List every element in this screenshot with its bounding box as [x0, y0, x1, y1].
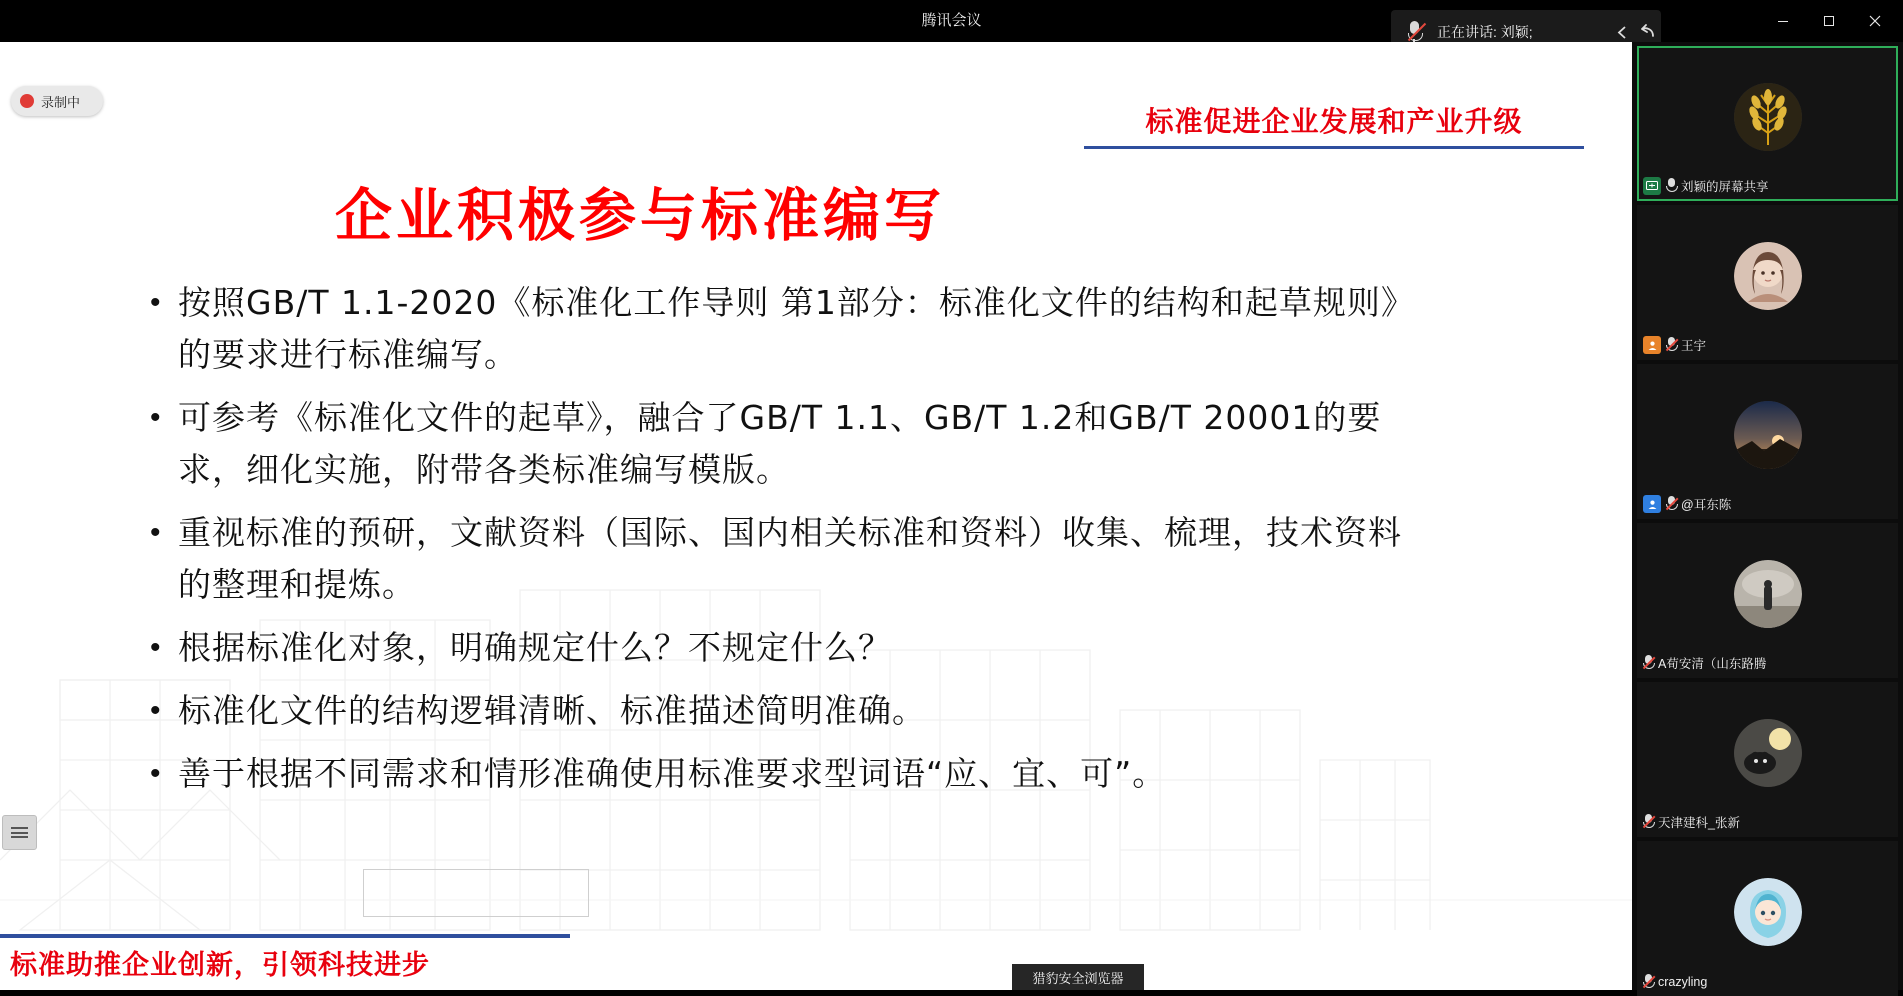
- participant-tile-wangyu[interactable]: [1637, 205, 1898, 360]
- bullet-marker: •: [150, 516, 161, 549]
- list-item: [150, 622, 1410, 674]
- avatar: [1734, 83, 1802, 151]
- avatar: [1734, 401, 1802, 469]
- slide-header-rule: [1084, 146, 1584, 149]
- participant-name-row: [1643, 495, 1731, 513]
- mic-muted-icon: [1666, 337, 1676, 353]
- avatar: [1734, 242, 1802, 310]
- maximize-icon: [1823, 15, 1835, 27]
- person-icon: [1643, 495, 1661, 513]
- slide-header-right: [1084, 100, 1584, 149]
- participant-tile-zhangxin[interactable]: [1637, 682, 1898, 837]
- slide-footer-rule: [0, 934, 570, 938]
- participant-name-row: [1643, 336, 1706, 354]
- slide-footer-text: 标准助推企业创新，引领科技进步: [10, 950, 430, 981]
- mic-on-icon: [1666, 178, 1676, 194]
- taskbar-tooltip: 猎豹安全浏览器: [1012, 964, 1144, 990]
- participant-name-row: [1643, 654, 1766, 672]
- participant-tile-xunanqing[interactable]: [1637, 523, 1898, 678]
- avatar: [1734, 560, 1802, 628]
- close-button[interactable]: [1853, 0, 1897, 42]
- list-item: [150, 392, 1410, 496]
- mic-muted-icon: [1643, 655, 1653, 671]
- bullet-marker: •: [150, 757, 161, 790]
- participant-name-row: [1643, 813, 1740, 831]
- bullet-marker: •: [150, 631, 161, 664]
- window-controls: [1761, 0, 1897, 42]
- app-title: 腾讯会议: [921, 12, 982, 29]
- participant-tile-crazyling[interactable]: [1637, 841, 1898, 996]
- participant-tile-screen-share[interactable]: [1637, 46, 1898, 201]
- close-icon: [1869, 15, 1881, 27]
- participant-name: 王宇: [1681, 339, 1707, 353]
- notes-icon: [11, 825, 28, 841]
- bullet-text: 重视标准的预研，文献资料（国际、国内相关标准和资料）收集、梳理，技术资料的整理和提炼。: [178, 513, 1402, 604]
- participant-name: 天津建科_张新: [1658, 816, 1740, 830]
- slide-bullet-list: [150, 277, 1410, 811]
- person-icon: [1643, 336, 1661, 354]
- participant-name: 刘颖的屏幕共享: [1681, 180, 1769, 194]
- participant-tile-erdongchen[interactable]: [1637, 364, 1898, 519]
- slide-title: 企业积极参与标准编写: [335, 183, 945, 249]
- record-dot-icon: [20, 94, 34, 108]
- bullet-text: 可参考《标准化文件的起草》，融合了GB/T 1.1、GB/T 1.2和GB/T 20001的要求，细化实施，附带各类标准编写模版。: [178, 398, 1382, 489]
- minimize-button[interactable]: [1761, 0, 1805, 42]
- bullet-text: 根据标准化对象，明确规定什么？不规定什么？: [178, 628, 892, 667]
- participant-name-row: [1643, 974, 1707, 990]
- bullet-text: 标准化文件的结构逻辑清晰、标准描述简明准确。: [178, 691, 926, 730]
- bullet-text: 善于根据不同需求和情形准确使用标准要求型词语“应、宜、可”。: [178, 754, 1167, 793]
- list-item: [150, 748, 1410, 800]
- participant-sidebar[interactable]: [1632, 42, 1903, 990]
- bullet-marker: •: [150, 694, 161, 727]
- bullet-text: 按照GB/T 1.1-2020《标准化工作导则 第1部分：标准化文件的结构和起草规则》的要求进行标准编写。: [178, 283, 1399, 374]
- bullet-marker: •: [150, 286, 161, 319]
- avatar: [1734, 719, 1802, 787]
- list-item: [150, 277, 1410, 381]
- mic-muted-icon: [1666, 496, 1676, 512]
- bullet-marker: •: [150, 401, 161, 434]
- slide-placeholder-box: [363, 869, 589, 917]
- participant-name: @耳东陈: [1681, 498, 1732, 512]
- participant-name-row: [1643, 177, 1769, 195]
- shared-screen-stage[interactable]: [0, 42, 1632, 990]
- slide-notes-button[interactable]: [2, 815, 37, 850]
- list-item: [150, 507, 1410, 611]
- speaking-label: 正在讲话: 刘颖;: [1437, 24, 1533, 40]
- recording-badge[interactable]: [11, 86, 103, 116]
- slide-header-text: 标准促进企业发展和产业升级: [1145, 105, 1523, 138]
- maximize-button[interactable]: [1807, 0, 1851, 42]
- list-item: [150, 685, 1410, 737]
- participant-name: A荀安清（山东路腾: [1658, 657, 1767, 671]
- recording-label: 录制中: [41, 94, 81, 110]
- mic-muted-icon: [1643, 814, 1653, 830]
- avatar: [1734, 878, 1802, 946]
- minimize-icon: [1777, 15, 1789, 27]
- screen-share-icon: [1643, 177, 1661, 195]
- mic-muted-icon: [1643, 974, 1653, 990]
- participant-name: crazyling: [1658, 975, 1708, 989]
